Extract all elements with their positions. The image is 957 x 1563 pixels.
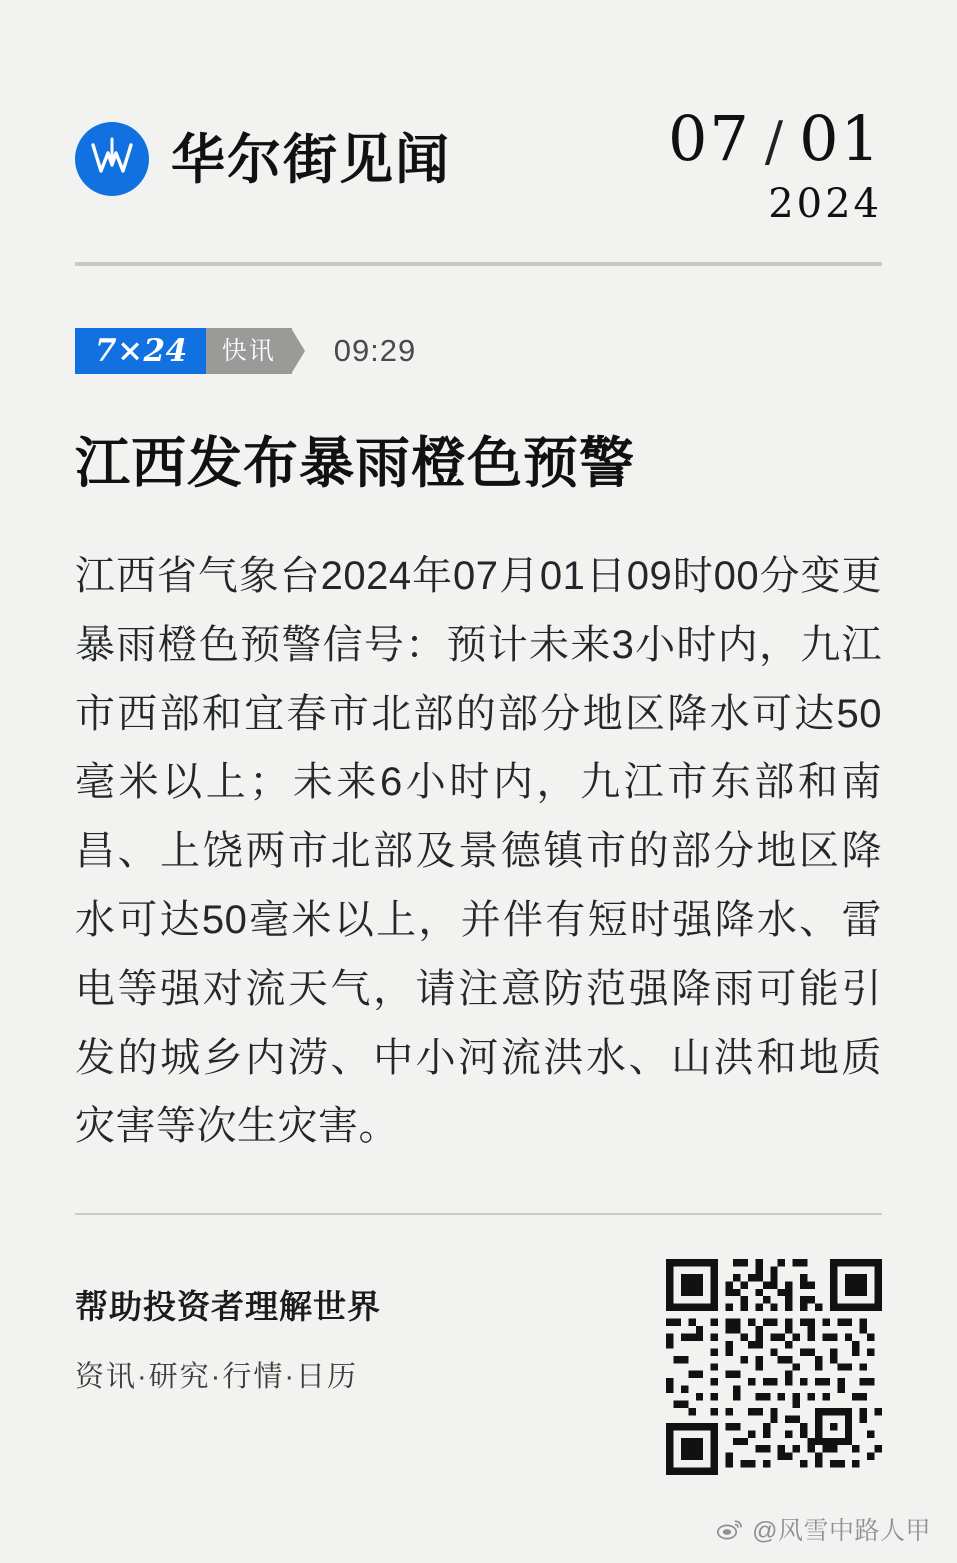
weibo-icon bbox=[717, 1518, 743, 1540]
page-title: 江西发布暴雨橙色预警 bbox=[75, 430, 636, 495]
date-month: 07 bbox=[667, 102, 751, 175]
poster-footer bbox=[75, 1259, 882, 1475]
poster-header bbox=[75, 102, 882, 228]
article-body: 江西省气象台2024年07月01日09时00分变更暴雨橙色预警信号：预计未来3小时内，九江市西部和宜春市北部的部分地区降水可达50毫米以上；未来6小时内，九江市东部和南昌、上饶两市北部及景德镇市的部分地区降水可达50毫米以上，并伴有短时强降水、雷电等强对流天气，请注意防范强降雨可能引发的城乡内涝、中小河流洪水、山洪和地质灾害等次生灾害。 bbox=[75, 554, 882, 1149]
date-block bbox=[667, 102, 882, 227]
slogan-sub: 资讯·研究·行情·日历 bbox=[75, 1361, 358, 1394]
badge-flash: 快讯 bbox=[206, 328, 292, 374]
publish-time: 09:29 bbox=[333, 333, 417, 368]
brand-name: 华尔街见闻 bbox=[171, 127, 451, 191]
slogan-block bbox=[75, 1259, 381, 1395]
date-day: 01 bbox=[799, 102, 882, 175]
slogan-main: 帮助投资者理解世界 bbox=[75, 1287, 381, 1327]
footer-divider bbox=[75, 1213, 882, 1215]
qr-code[interactable] bbox=[666, 1259, 882, 1475]
header-divider bbox=[75, 262, 882, 266]
badge-724: 7×24 bbox=[75, 328, 206, 374]
meta-row bbox=[75, 328, 882, 374]
watermark bbox=[717, 1511, 931, 1547]
wallstreetcn-logo-icon bbox=[75, 122, 149, 196]
watermark-text: @风雪中路人甲 bbox=[752, 1517, 931, 1545]
date-separator: / bbox=[764, 110, 786, 173]
date-year: 2024 bbox=[768, 181, 882, 227]
brand bbox=[75, 108, 451, 196]
